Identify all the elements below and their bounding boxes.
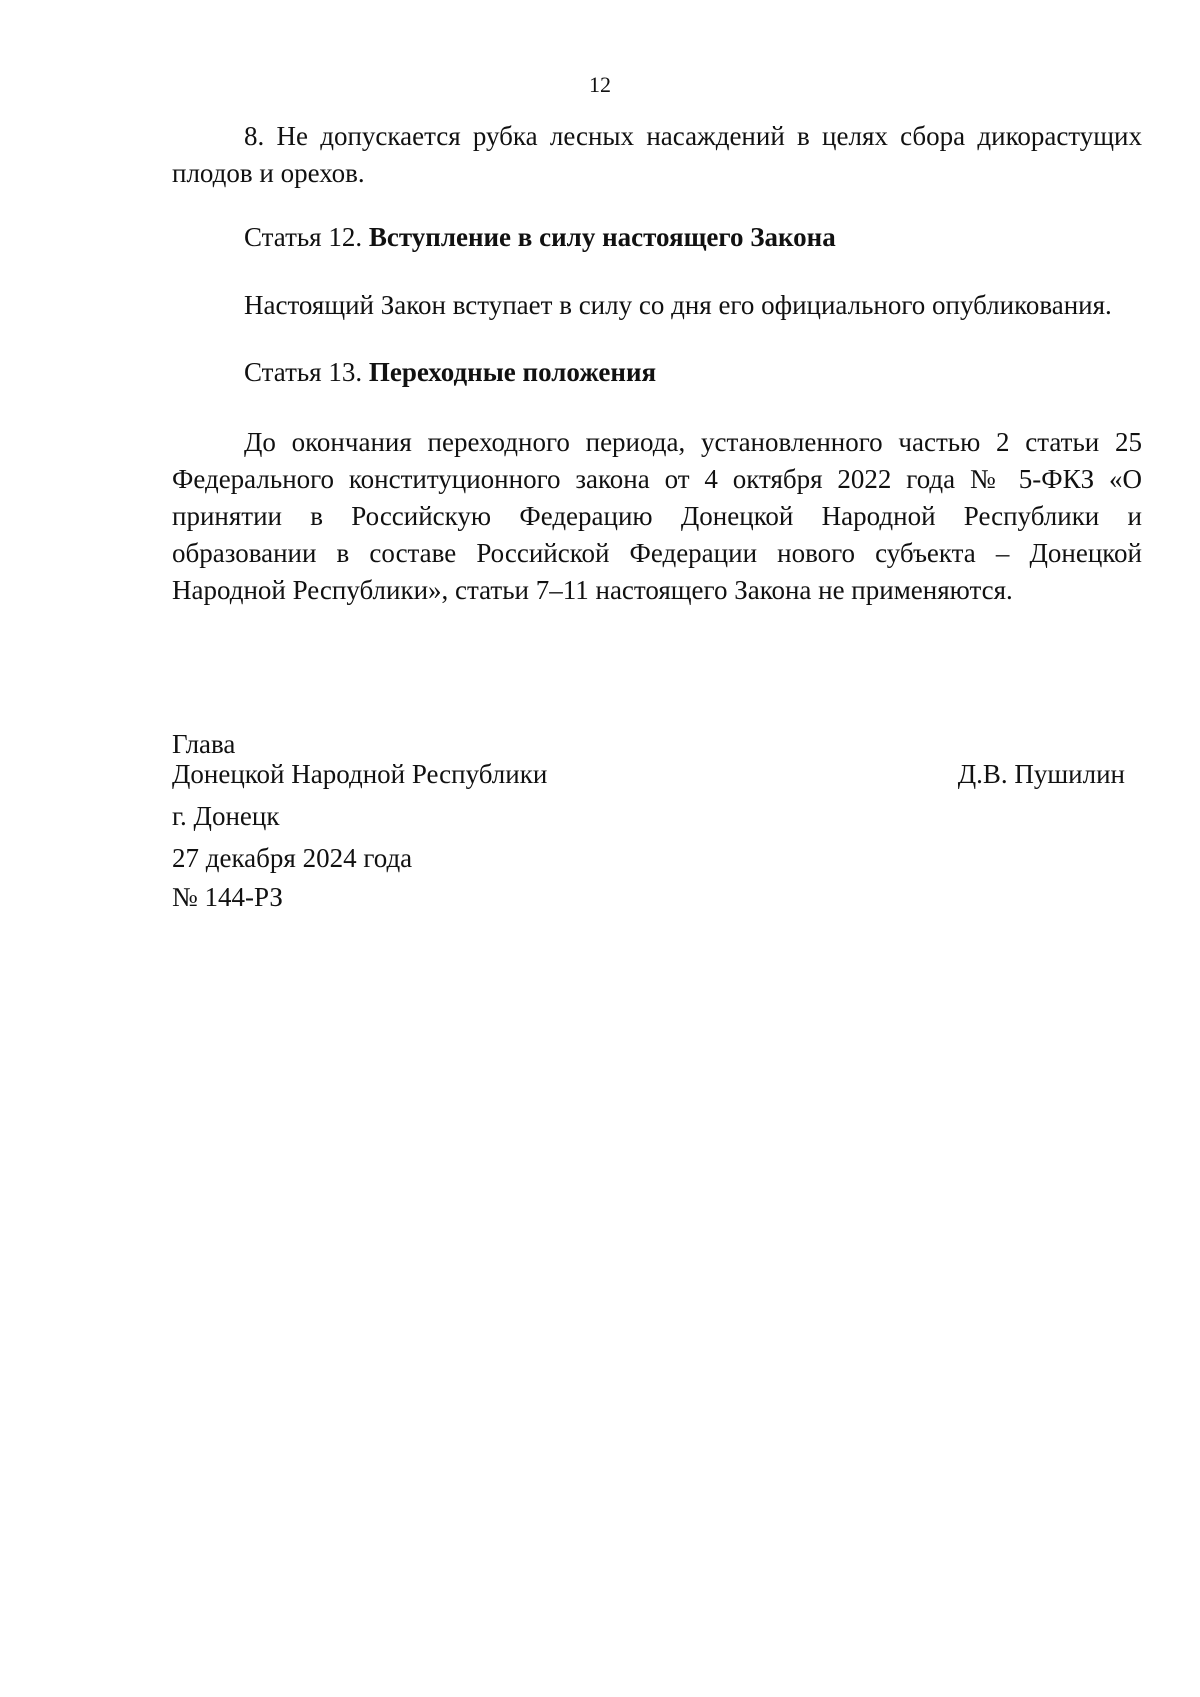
article-12-title: Вступление в силу настоящего Закона bbox=[368, 222, 836, 252]
law-number: № 144-РЗ bbox=[172, 882, 283, 912]
clause-8-paragraph: 8. Не допускается рубка лесных насаждений в целях сбора дикорастущих плодов и орехов. bbox=[172, 121, 1142, 188]
signatory-name: Д.В. Пушилин bbox=[957, 759, 1125, 789]
page-number: 12 bbox=[589, 72, 611, 97]
article-12-body: Настоящий Закон вступает в силу со дня его официального опубликования. bbox=[244, 290, 1112, 320]
signing-city: г. Донецк bbox=[172, 801, 280, 831]
article-12-heading bbox=[244, 219, 836, 256]
article-13-body: До окончания переходного периода, установленного частью 2 статьи 25 Федерального конституционного закона от 4 октября 2022 года № 5-ФКЗ «О принятии в Российскую Федерацию Донецкой Народной Республики и образовании в составе Российской Федерации нового субъекта – Донецкой Народной Республики», статьи 7–11 настоящего Закона не применяются. bbox=[172, 427, 1142, 605]
signatory-position-line2: Донецкой Народной Республики bbox=[172, 759, 548, 789]
signing-date: 27 декабря 2024 года bbox=[172, 843, 413, 873]
article-12-prefix: Статья 12. bbox=[244, 222, 369, 252]
article-13-title: Переходные положения bbox=[368, 357, 657, 387]
article-13-prefix: Статья 13. bbox=[244, 357, 369, 387]
signatory-position-line1: Глава bbox=[172, 729, 236, 759]
article-13-heading bbox=[244, 354, 656, 391]
